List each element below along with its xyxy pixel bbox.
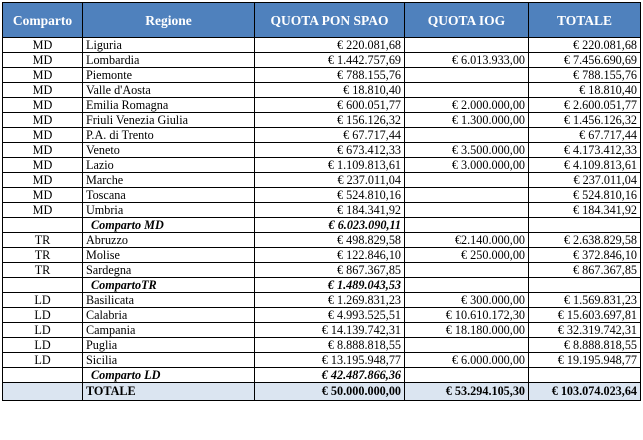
regione-cell: Veneto <box>83 143 255 158</box>
subtotal-empty-cell <box>3 368 83 383</box>
total-totale-cell: € 103.074.023,64 <box>529 383 641 401</box>
quota-iog-cell: € 250.000,00 <box>405 248 529 263</box>
quota-iog-cell: € 6.000.000,00 <box>405 353 529 368</box>
totale-cell: € 4.173.412,33 <box>529 143 641 158</box>
quota-iog-cell: € 3.000.000,00 <box>405 158 529 173</box>
subtotal-empty-cell <box>3 218 83 233</box>
table-row <box>3 338 641 353</box>
quota-pon-cell: € 184.341,92 <box>255 203 405 218</box>
subtotal-empty-cell <box>529 368 641 383</box>
quota-iog-cell <box>405 68 529 83</box>
totale-cell: € 867.367,85 <box>529 263 641 278</box>
subtotal-empty-cell <box>529 218 641 233</box>
quota-pon-cell: € 220.081,68 <box>255 38 405 53</box>
comparto-cell: TR <box>3 233 83 248</box>
quota-pon-cell: € 1.269.831,23 <box>255 293 405 308</box>
subtotal-pon-cell: € 42.487.866,36 <box>255 368 405 383</box>
subtotal-label: Comparto MD <box>83 218 255 233</box>
totale-cell: € 67.717,44 <box>529 128 641 143</box>
regione-cell: Emilia Romagna <box>83 98 255 113</box>
table-row <box>3 248 641 263</box>
quota-pon-cell: € 13.195.948,77 <box>255 353 405 368</box>
subtotal-empty-cell <box>405 278 529 293</box>
totale-cell: € 372.846,10 <box>529 248 641 263</box>
quota-pon-cell: € 498.829,58 <box>255 233 405 248</box>
table-row <box>3 68 641 83</box>
table-row <box>3 113 641 128</box>
totale-cell: € 220.081,68 <box>529 38 641 53</box>
comparto-cell: LD <box>3 338 83 353</box>
quota-pon-cell: € 524.810,16 <box>255 188 405 203</box>
total-row <box>3 383 641 401</box>
comparto-cell: MD <box>3 188 83 203</box>
quota-pon-cell: € 788.155,76 <box>255 68 405 83</box>
quota-pon-cell: € 156.126,32 <box>255 113 405 128</box>
total-empty-cell <box>3 383 83 401</box>
totale-cell: € 4.109.813,61 <box>529 158 641 173</box>
quota-iog-cell <box>405 128 529 143</box>
comparto-cell: MD <box>3 203 83 218</box>
total-label: TOTALE <box>83 383 255 401</box>
comparto-cell: MD <box>3 143 83 158</box>
regione-cell: P.A. di Trento <box>83 128 255 143</box>
quota-iog-cell <box>405 173 529 188</box>
quota-pon-cell: € 67.717,44 <box>255 128 405 143</box>
totale-cell: € 8.888.818,55 <box>529 338 641 353</box>
table-row <box>3 158 641 173</box>
quota-pon-cell: € 8.888.818,55 <box>255 338 405 353</box>
table-row <box>3 293 641 308</box>
totale-cell: € 524.810,16 <box>529 188 641 203</box>
quota-pon-cell: € 237.011,04 <box>255 173 405 188</box>
subtotal-row <box>3 368 641 383</box>
comparto-cell: LD <box>3 323 83 338</box>
header-comparto: Comparto <box>3 3 83 38</box>
comparto-cell: MD <box>3 128 83 143</box>
quota-iog-cell: € 1.300.000,00 <box>405 113 529 128</box>
header-totale: TOTALE <box>529 3 641 38</box>
totale-cell: € 15.603.697,81 <box>529 308 641 323</box>
regione-cell: Toscana <box>83 188 255 203</box>
quota-iog-cell <box>405 263 529 278</box>
comparto-cell: TR <box>3 263 83 278</box>
regione-cell: Basilicata <box>83 293 255 308</box>
quota-iog-cell <box>405 188 529 203</box>
comparto-cell: MD <box>3 98 83 113</box>
header-regione: Regione <box>83 3 255 38</box>
regione-cell: Abruzzo <box>83 233 255 248</box>
quota-pon-cell: € 122.846,10 <box>255 248 405 263</box>
regione-cell: Lazio <box>83 158 255 173</box>
totale-cell: € 788.155,76 <box>529 68 641 83</box>
quota-pon-cell: € 4.993.525,51 <box>255 308 405 323</box>
quota-iog-cell: € 300.000,00 <box>405 293 529 308</box>
comparto-cell: LD <box>3 293 83 308</box>
regione-cell: Valle d'Aosta <box>83 83 255 98</box>
totale-cell: € 184.341,92 <box>529 203 641 218</box>
quota-iog-cell <box>405 338 529 353</box>
totale-cell: € 2.600.051,77 <box>529 98 641 113</box>
header-quota-pon-spao: QUOTA PON SPAO <box>255 3 405 38</box>
subtotal-empty-cell <box>529 278 641 293</box>
comparto-cell: MD <box>3 173 83 188</box>
regione-cell: Calabria <box>83 308 255 323</box>
subtotal-label: Comparto LD <box>83 368 255 383</box>
table-body <box>3 38 641 383</box>
quota-iog-cell: € 2.000.000,00 <box>405 98 529 113</box>
table-row <box>3 173 641 188</box>
comparto-cell: MD <box>3 38 83 53</box>
header-quota-iog: QUOTA IOG <box>405 3 529 38</box>
regione-cell: Sardegna <box>83 263 255 278</box>
comparto-cell: LD <box>3 353 83 368</box>
regione-cell: Campania <box>83 323 255 338</box>
totale-cell: € 1.456.126,32 <box>529 113 641 128</box>
comparto-cell: MD <box>3 68 83 83</box>
quota-pon-cell: € 1.442.757,69 <box>255 53 405 68</box>
totale-cell: € 237.011,04 <box>529 173 641 188</box>
subtotal-pon-cell: € 1.489.043,53 <box>255 278 405 293</box>
table-row <box>3 353 641 368</box>
regione-cell: Sicilia <box>83 353 255 368</box>
totale-cell: € 32.319.742,31 <box>529 323 641 338</box>
totale-cell: € 18.810,40 <box>529 83 641 98</box>
totale-cell: € 2.638.829,58 <box>529 233 641 248</box>
quota-iog-cell <box>405 203 529 218</box>
table-row <box>3 203 641 218</box>
quota-iog-cell: € 18.180.000,00 <box>405 323 529 338</box>
subtotal-label: CompartoTR <box>83 278 255 293</box>
table-row <box>3 98 641 113</box>
subtotal-row <box>3 218 641 233</box>
comparto-cell: MD <box>3 53 83 68</box>
regione-cell: Molise <box>83 248 255 263</box>
quota-pon-cell: € 867.367,85 <box>255 263 405 278</box>
quota-pon-cell: € 1.109.813,61 <box>255 158 405 173</box>
regione-cell: Liguria <box>83 38 255 53</box>
regione-cell: Piemonte <box>83 68 255 83</box>
subtotal-pon-cell: € 6.023.090,11 <box>255 218 405 233</box>
comparto-cell: LD <box>3 308 83 323</box>
table-row <box>3 143 641 158</box>
quota-iog-cell <box>405 38 529 53</box>
table-row <box>3 308 641 323</box>
table-row <box>3 263 641 278</box>
quota-pon-cell: € 600.051,77 <box>255 98 405 113</box>
regione-cell: Friuli Venezia Giulia <box>83 113 255 128</box>
regione-cell: Umbria <box>83 203 255 218</box>
quota-iog-cell: € 3.500.000,00 <box>405 143 529 158</box>
quota-iog-cell <box>405 83 529 98</box>
regione-cell: Puglia <box>83 338 255 353</box>
table-row <box>3 233 641 248</box>
regional-quota-table <box>2 2 641 401</box>
table-row <box>3 38 641 53</box>
table-row <box>3 128 641 143</box>
total-pon-cell: € 50.000.000,00 <box>255 383 405 401</box>
subtotal-empty-cell <box>405 218 529 233</box>
subtotal-empty-cell <box>405 368 529 383</box>
quota-pon-cell: € 14.139.742,31 <box>255 323 405 338</box>
header-row <box>3 3 641 38</box>
table-row <box>3 53 641 68</box>
regione-cell: Lombardia <box>83 53 255 68</box>
table-row <box>3 323 641 338</box>
quota-pon-cell: € 18.810,40 <box>255 83 405 98</box>
quota-iog-cell: € 10.610.172,30 <box>405 308 529 323</box>
comparto-cell: MD <box>3 113 83 128</box>
quota-iog-cell: € 6.013.933,00 <box>405 53 529 68</box>
subtotal-row <box>3 278 641 293</box>
table-row <box>3 83 641 98</box>
comparto-cell: MD <box>3 83 83 98</box>
total-iog-cell: € 53.294.105,30 <box>405 383 529 401</box>
comparto-cell: TR <box>3 248 83 263</box>
table-row <box>3 188 641 203</box>
totale-cell: € 7.456.690,69 <box>529 53 641 68</box>
regione-cell: Marche <box>83 173 255 188</box>
totale-cell: € 19.195.948,77 <box>529 353 641 368</box>
comparto-cell: MD <box>3 158 83 173</box>
totale-cell: € 1.569.831,23 <box>529 293 641 308</box>
subtotal-empty-cell <box>3 278 83 293</box>
quota-iog-cell: €2.140.000,00 <box>405 233 529 248</box>
quota-pon-cell: € 673.412,33 <box>255 143 405 158</box>
